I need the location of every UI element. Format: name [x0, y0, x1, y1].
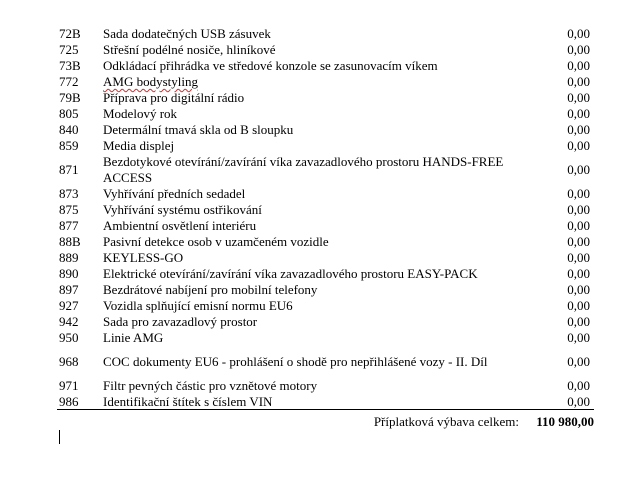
item-description: Pasivní detekce osob v uzamčeném vozidle [103, 234, 329, 249]
item-value: 0,00 [567, 74, 590, 89]
item-description: Linie AMG [103, 330, 164, 345]
item-value: 0,00 [567, 122, 590, 137]
item-code: 840 [59, 122, 79, 137]
item-value: 0,00 [567, 354, 590, 369]
text-cursor[interactable] [59, 430, 60, 444]
item-code: 79B [59, 90, 81, 105]
item-description: Sada dodatečných USB zásuvek [103, 26, 271, 41]
item-value: 0,00 [567, 186, 590, 201]
item-description: Bezdrátové nabíjení pro mobilní telefony [103, 282, 318, 297]
item-description: Bezdotykové otevírání/zavírání víka zavazadlového prostoru HANDS-FREE ACCESS [103, 154, 504, 185]
item-value: 0,00 [567, 162, 590, 177]
item-description: COC dokumenty EU6 - prohlášení o shodě pro nepřihlášené vozy - II. Díl [103, 354, 488, 369]
item-description: Filtr pevných částic pro vznětové motory [103, 378, 318, 393]
item-value: 0,00 [567, 106, 590, 121]
item-code: 877 [59, 218, 79, 233]
item-code: 950 [59, 330, 79, 345]
item-description [103, 74, 523, 90]
item-description: Elektrické otevírání/zavírání víka zavazadlového prostoru EASY-PACK [103, 266, 478, 281]
item-value: 0,00 [567, 138, 590, 153]
table-row [57, 234, 594, 250]
table-row [57, 42, 594, 58]
item-description: Vyhřívání systému ostřikování [103, 202, 262, 217]
item-code: 873 [59, 186, 79, 201]
item-value: 0,00 [567, 202, 590, 217]
item-description: KEYLESS-GO [103, 250, 184, 265]
table-row [57, 186, 594, 202]
item-code: 805 [59, 106, 79, 121]
item-value: 0,00 [567, 298, 590, 313]
total-row [374, 414, 594, 430]
item-value: 0,00 [567, 330, 590, 345]
total-label: Příplatková výbava celkem: [373, 414, 519, 429]
equipment-rows [57, 26, 594, 410]
table-row [57, 138, 594, 154]
table-row [57, 266, 594, 282]
item-code: 942 [59, 314, 79, 329]
item-value: 0,00 [567, 266, 590, 281]
item-value: 0,00 [567, 58, 590, 73]
item-description: Media displej [103, 138, 175, 153]
item-code: 889 [59, 250, 79, 265]
item-value: 0,00 [567, 282, 590, 297]
item-value: 0,00 [567, 26, 590, 41]
item-code: 871 [59, 162, 79, 177]
item-code: 971 [59, 378, 79, 393]
equipment-table [57, 26, 594, 410]
item-code: 73B [59, 58, 81, 73]
table-row [57, 346, 594, 378]
item-description: Identifikační štítek s číslem VIN [103, 394, 273, 409]
table-row [57, 282, 594, 298]
item-code: 725 [59, 42, 79, 57]
table-row [57, 218, 594, 234]
table-row [57, 394, 594, 410]
item-code: 927 [59, 298, 79, 313]
item-code: 772 [59, 74, 79, 89]
item-description: Vyhřívání předních sedadel [103, 186, 246, 201]
item-value: 0,00 [567, 378, 590, 393]
total-divider [57, 409, 594, 410]
table-row [57, 314, 594, 330]
item-code: 897 [59, 282, 79, 297]
item-description: Ambientní osvětlení interiéru [103, 218, 257, 233]
table-row [57, 378, 594, 394]
item-code: 875 [59, 202, 79, 217]
table-row [57, 106, 594, 122]
item-description: Odkládací přihrádka ve středové konzole se zasunovacím víkem [103, 58, 438, 73]
table-row [57, 298, 594, 314]
table-row [57, 154, 594, 186]
item-value: 0,00 [567, 394, 590, 409]
item-value: 0,00 [567, 250, 590, 265]
table-row [57, 26, 594, 42]
item-code: 890 [59, 266, 79, 281]
item-description: Sada pro zavazadlový prostor [103, 314, 258, 329]
item-code: 72B [59, 26, 81, 41]
item-code: 968 [59, 354, 79, 369]
table-row [57, 330, 594, 346]
item-value: 0,00 [567, 234, 590, 249]
item-value: 0,00 [567, 90, 590, 105]
item-value: 0,00 [567, 314, 590, 329]
table-row [57, 122, 594, 138]
item-description: Příprava pro digitální rádio [103, 90, 245, 105]
item-description: Střešní podélné nosiče, hliníkové [103, 42, 276, 57]
document-page [57, 26, 594, 410]
table-row [57, 202, 594, 218]
item-value: 0,00 [567, 218, 590, 233]
spellcheck-flagged-text: AMG bodystyling [103, 74, 198, 89]
table-row [57, 90, 594, 106]
table-row [57, 250, 594, 266]
item-code: 88B [59, 234, 81, 249]
table-row [57, 74, 594, 90]
item-code: 986 [59, 394, 79, 409]
item-description: Modelový rok [103, 106, 178, 121]
table-row [57, 58, 594, 74]
item-value: 0,00 [567, 42, 590, 57]
total-value: 110 980,00 [536, 414, 594, 429]
item-description: Vozidla splňující emisní normu EU6 [103, 298, 293, 313]
item-description: Determální tmavá skla od B sloupku [103, 122, 294, 137]
item-code: 859 [59, 138, 79, 153]
